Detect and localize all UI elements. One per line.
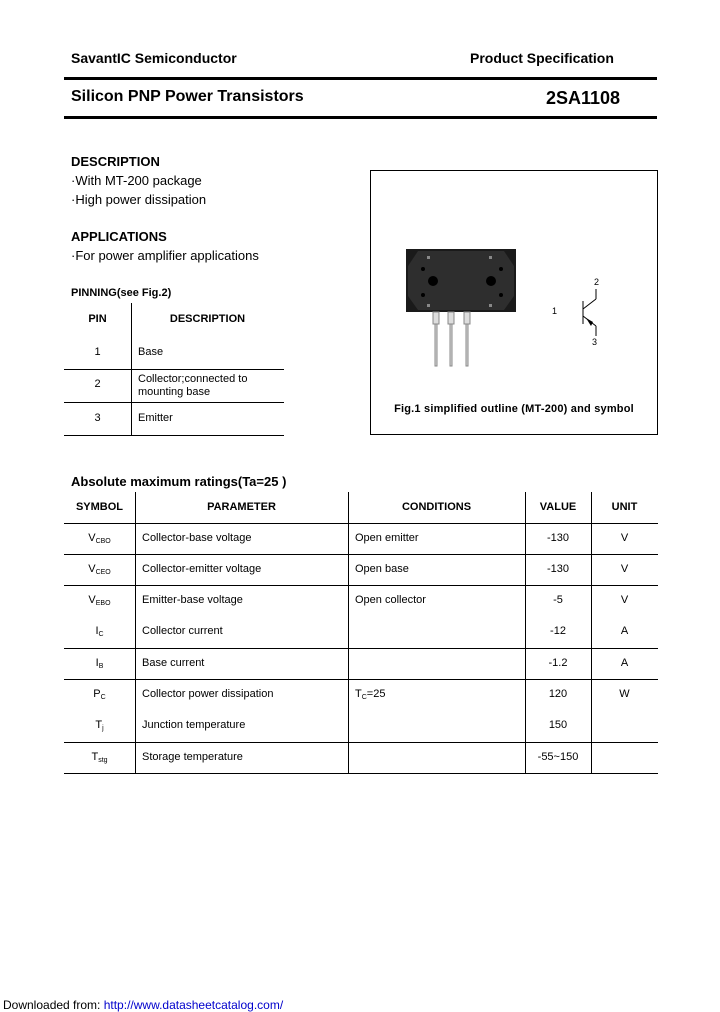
pin-number: 3: [94, 412, 101, 424]
symbol-col-header: SYMBOL: [75, 501, 124, 513]
symbol-cell: $V_{CEO}$: [88, 563, 111, 576]
description-col-header: DESCRIPTION: [169, 313, 246, 325]
pin-number: 1: [94, 346, 101, 358]
unit-cell: A: [620, 625, 629, 637]
conditions-cell: Open collector: [355, 594, 426, 606]
footer: [3, 998, 283, 1012]
footer-label: Downloaded from:: [3, 998, 104, 1012]
pin-description: Base: [138, 346, 164, 358]
description-item: ·With MT-200 package: [71, 173, 202, 188]
unit-cell: A: [620, 657, 629, 669]
ratings-title: Absolute maximum ratings(Ta=25 ): [71, 474, 287, 489]
description-title: DESCRIPTION: [71, 154, 160, 169]
unit-cell: V: [620, 532, 629, 544]
value-cell: -130: [546, 532, 570, 544]
transistor-package-image: [371, 171, 657, 434]
unit-col-header: UNIT: [611, 501, 638, 513]
symbol-cell: $V_{CBO}$: [88, 532, 111, 545]
symbol-cell: $I_C$: [95, 625, 104, 638]
value-cell: -5: [553, 594, 563, 606]
conditions-cell: Open emitter: [355, 532, 419, 544]
applications-item: ·For power amplifier applications: [71, 248, 259, 263]
part-number: 2SA1108: [546, 88, 621, 108]
symbol-label-collector: 2: [594, 277, 600, 287]
pin-description: Collector;connected to: [138, 373, 248, 385]
symbol-cell: $T_j$: [95, 719, 104, 732]
parameter-cell: Collector current: [142, 625, 223, 637]
value-cell: -1.2: [548, 657, 568, 669]
description-item: ·High power dissipation: [71, 192, 207, 207]
unit-cell: V: [620, 563, 629, 575]
parameter-cell: Emitter-base voltage: [142, 594, 243, 606]
parameter-cell: Storage temperature: [142, 751, 243, 763]
header-rule-top: [64, 77, 657, 80]
unit-cell: V: [620, 594, 629, 606]
parameter-col-header: PARAMETER: [207, 501, 276, 513]
symbol-label-emitter: 3: [592, 337, 598, 347]
header-rule-bottom: [64, 116, 657, 119]
pin-description: mounting base: [138, 386, 211, 398]
symbol-cell: $I_B$: [95, 657, 104, 670]
value-cell: 150: [548, 719, 568, 731]
value-cell: -55~150: [537, 751, 579, 763]
pnp-symbol-icon: [583, 289, 596, 336]
parameter-cell: Collector-base voltage: [142, 532, 252, 544]
company-name: SavantIC Semiconductor: [71, 50, 237, 66]
value-col-header: VALUE: [539, 501, 577, 513]
parameter-cell: Collector power dissipation: [142, 688, 274, 700]
symbol-cell: $V_{EBO}$: [88, 594, 111, 607]
pin-col-header: PIN: [88, 313, 107, 325]
symbol-cell: $P_C$: [93, 688, 106, 701]
figure-caption: Fig.1 simplified outline (MT-200) and symbol: [394, 403, 634, 415]
footer-link[interactable]: http://www.datasheetcatalog.com/: [103, 998, 284, 1012]
pinning-title: PINNING(see Fig.2): [71, 287, 172, 299]
doc-type: Product Specification: [470, 50, 614, 66]
unit-cell: W: [619, 688, 630, 700]
parameter-cell: Base current: [142, 657, 205, 669]
symbol-label-base: 1: [552, 306, 558, 316]
parameter-cell: Junction temperature: [142, 719, 246, 731]
conditions-cell: Open base: [355, 563, 409, 575]
value-cell: 120: [548, 688, 568, 700]
pin-number: 2: [94, 378, 101, 390]
value-cell: -12: [550, 625, 566, 637]
product-line: Silicon PNP Power Transistors: [71, 88, 304, 105]
parameter-cell: Collector-emitter voltage: [142, 563, 262, 575]
conditions-cell: $T_C=25$: [355, 688, 386, 701]
symbol-cell: $T_{stg}$: [91, 751, 108, 764]
pin-description: Emitter: [138, 412, 173, 424]
value-cell: -130: [546, 563, 570, 575]
conditions-col-header: CONDITIONS: [401, 501, 472, 513]
figure-box: [370, 170, 658, 435]
applications-title: APPLICATIONS: [71, 229, 167, 244]
